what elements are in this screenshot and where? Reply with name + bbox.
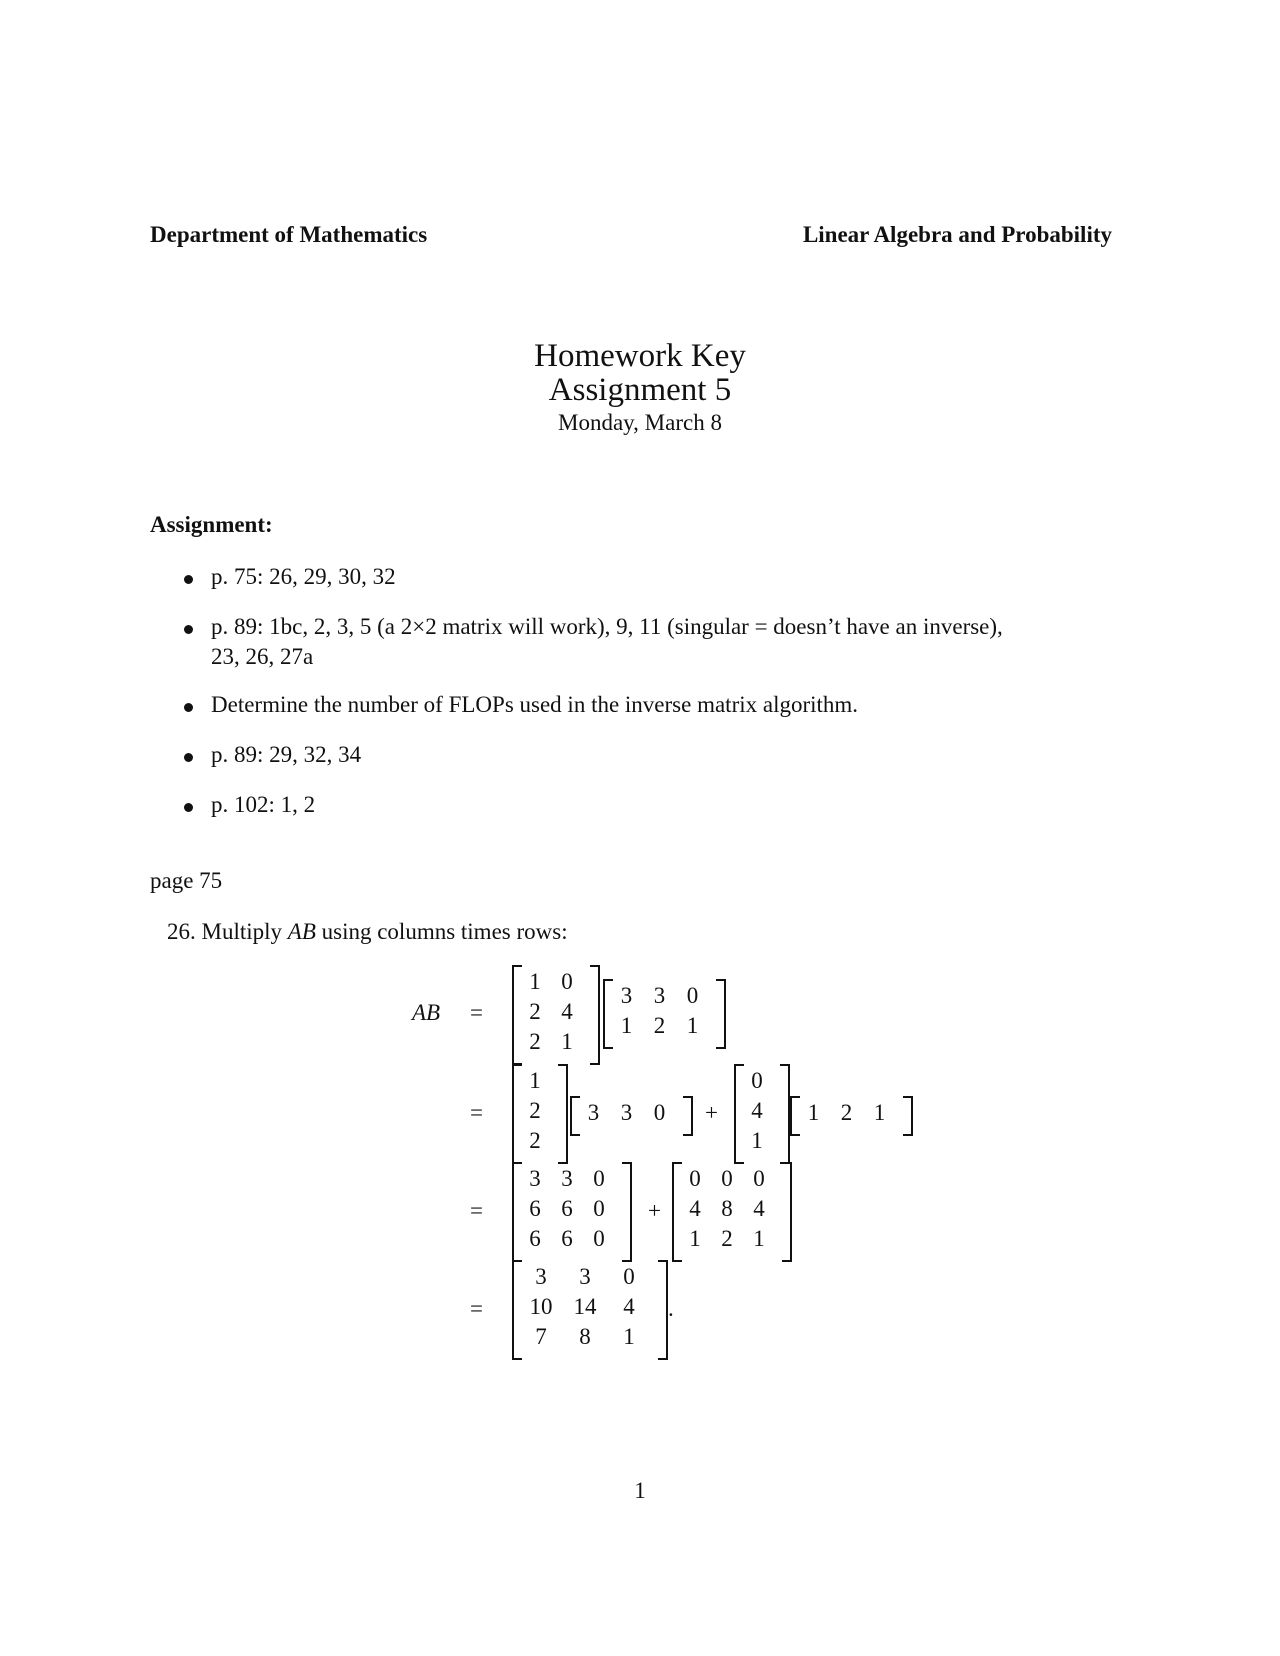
matrix-B-entry: 1 [686,1013,699,1038]
matrix-col-a2-right-bracket [780,1064,790,1164]
matrix-result-entry: 3 [579,1264,591,1289]
matrix-product-2-entry: 2 [721,1226,733,1251]
list-item-text: Determine the number of FLOPs used in the inverse matrix algorithm. [211,692,859,717]
course-header: Linear Algebra and Probability [802,222,1112,247]
equals-sign: = [470,1100,483,1125]
matrix-product-1-entry: 6 [529,1196,541,1221]
list-item-text: p. 89: 29, 32, 34 [211,742,362,767]
matrix-B-entry: 3 [620,983,633,1008]
matrix-result-entry: 14 [573,1294,597,1319]
matrix-result-entry: 4 [623,1294,635,1319]
matrix-product-1-entry: 0 [593,1226,605,1251]
matrix-product-1-entry: 3 [529,1166,541,1191]
plus-sign: + [648,1198,661,1223]
matrix-result-entry: 10 [529,1294,553,1319]
matrix-col-a2-entry: 4 [751,1098,763,1123]
matrix-product-2-entry: 4 [753,1196,765,1221]
matrix-product-1-right-bracket [622,1162,632,1262]
period: . [668,1296,674,1321]
matrix-product-1-entry: 6 [561,1196,573,1221]
matrix-result-entry: 8 [579,1324,591,1349]
list-item-text: p. 89: 1bc, 2, 3, 5 (a 2×2 matrix will work), 9, 11 (singular = doesn’t have an inverse), [211,614,1003,639]
matrix-product-1-entry: 6 [529,1226,541,1251]
matrix-col-a1-entry: 2 [529,1098,541,1123]
matrix-result-entry: 1 [623,1324,635,1349]
list-item-text-continued: 23, 26, 27a [211,644,314,669]
matrix-B-right-bracket [716,979,726,1049]
doc-title: Homework Key [534,338,746,374]
equals-sign: = [470,1198,483,1223]
assignment-heading: Assignment: [150,512,273,537]
matrix-row-b2-right-bracket [903,1096,913,1136]
matrix-product-2-entry: 1 [753,1226,765,1251]
matrix-result-entry: 3 [535,1264,547,1289]
page-number: 1 [634,1478,646,1503]
matrix-B-entry: 0 [686,983,699,1008]
matrix-A-right-bracket [590,965,600,1065]
matrix-col-a2-entry: 1 [751,1128,763,1153]
list-item-text: p. 102: 1, 2 [211,792,316,817]
matrix-product-2-entry: 8 [721,1196,733,1221]
matrix-result-entry: 0 [623,1264,635,1289]
matrix-col-a1-entry: 1 [529,1068,541,1093]
matrix-product-2-right-bracket [782,1162,792,1262]
matrix-col-a1-entry: 2 [529,1128,541,1153]
matrix-product-1-entry: 0 [593,1196,605,1221]
matrix-row-b1-entry: 0 [653,1100,666,1125]
matrix-A-entry: 1 [561,1029,573,1054]
matrix-product-1-entry: 3 [561,1166,573,1191]
doc-subtitle: Assignment 5 [548,372,732,408]
doc-date: Monday, March 8 [558,410,722,435]
plus-sign: + [705,1100,718,1125]
problem-var: AB [287,919,316,944]
matrix-product-2-entry: 1 [689,1226,701,1251]
matrix-B-entry: 3 [653,983,666,1008]
problem-text-rest: using columns times rows: [315,919,568,944]
matrix-B-entry: 2 [653,1013,666,1038]
matrix-A-entry: 1 [529,969,541,994]
equals-sign: = [470,1296,483,1321]
matrix-row-b1-right-bracket [683,1096,693,1136]
matrix-result-right-bracket [658,1260,668,1360]
equals-sign: = [470,1000,483,1025]
matrix-B-entry: 1 [620,1013,633,1038]
problem-number: 26. [167,919,196,944]
matrix-product-1-entry: 6 [561,1226,573,1251]
matrix-product-1-entry: 0 [593,1166,605,1191]
matrix-col-a2-entry: 0 [751,1068,763,1093]
matrix-product-2-entry: 0 [689,1166,701,1191]
matrix-row-b2-entry: 1 [873,1100,886,1125]
department-header: Department of Mathematics [150,222,428,247]
matrix-A-entry: 0 [561,969,573,994]
lhs-label: AB [412,1000,441,1025]
matrix-A-entry: 2 [529,999,541,1024]
matrix-product-2-entry: 4 [689,1196,701,1221]
matrix-row-b1-entry: 3 [620,1100,633,1125]
matrix-product-2-entry: 0 [753,1166,765,1191]
problem-text: Multiply [201,919,288,944]
matrix-col-a1-right-bracket [558,1064,568,1164]
list-item-text: p. 75: 26, 29, 30, 32 [211,564,396,589]
page-label: page 75 [150,868,223,893]
matrix-row-b1-entry: 3 [587,1100,600,1125]
matrix-A-entry: 2 [529,1029,541,1054]
matrix-row-b2-entry: 2 [840,1100,853,1125]
matrix-product-2-entry: 0 [721,1166,733,1191]
matrix-A-entry: 4 [561,999,573,1024]
matrix-row-b2-entry: 1 [807,1100,820,1125]
matrix-result-entry: 7 [535,1324,547,1349]
